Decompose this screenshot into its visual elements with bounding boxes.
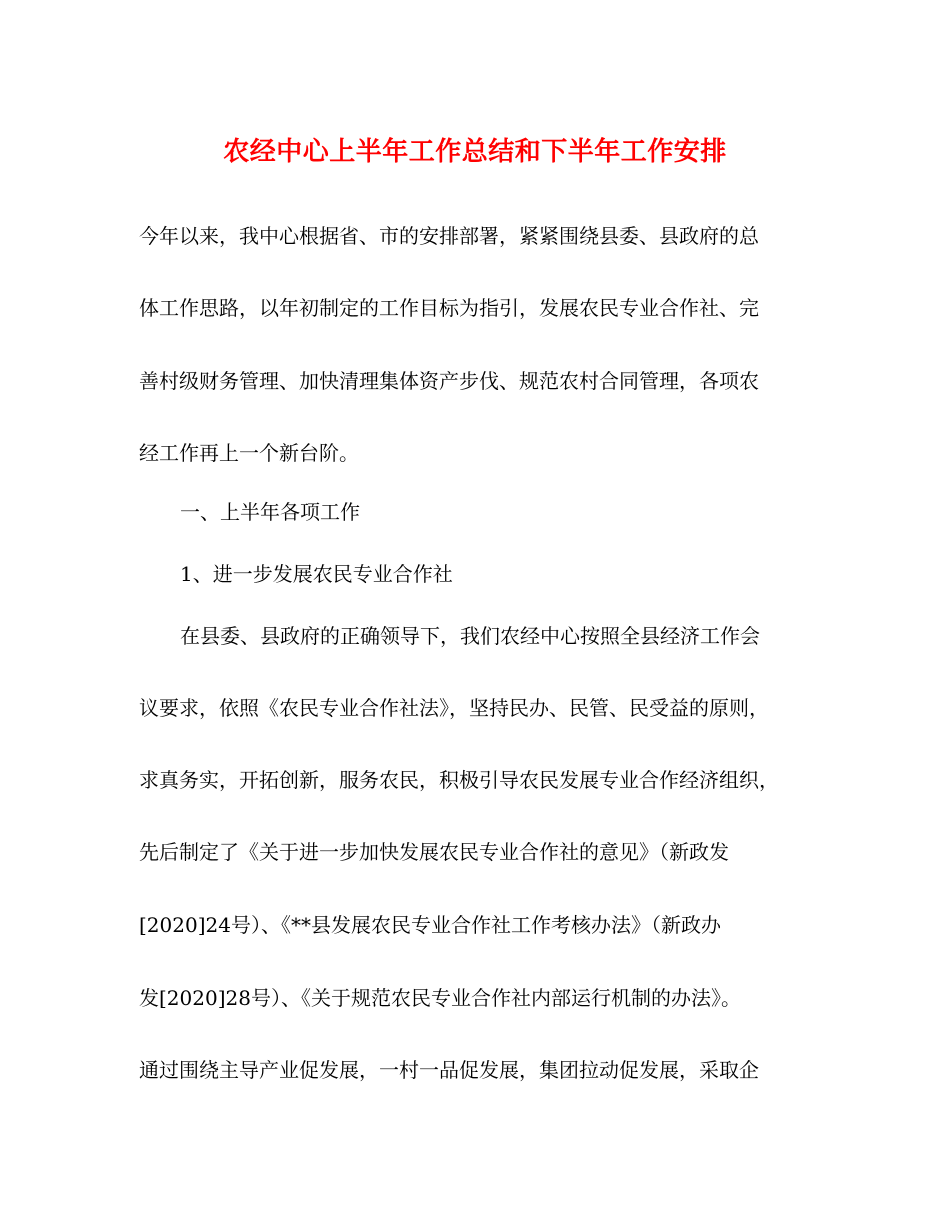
subsection-heading: 1、进一步发展农民专业合作社	[180, 562, 453, 586]
body-line: 议要求，依照《农民专业合作社法》，坚持民办、民管、民受益的原则，	[139, 696, 769, 720]
body-line: 在县委、县政府的正确领导下，我们农经中心按照全县经济工作会	[180, 624, 760, 648]
body-line: 通过围绕主导产业促发展，一村一品促发展，集团拉动促发展，采取企	[139, 1058, 759, 1082]
body-line: [2020]24号）、《**县发展农民专业合作社工作考核办法》（新政办	[139, 913, 721, 937]
body-line: 先后制定了《关于进一步加快发展农民专业合作社的意见》（新政发	[139, 840, 729, 864]
body-line: 今年以来，我中心根据省、市的安排部署，紧紧围绕县委、县政府的总	[139, 224, 759, 248]
body-line: 善村级财务管理、加快清理集体资产步伐、规范农村合同管理，各项农	[139, 369, 759, 393]
document-title: 农经中心上半年工作总结和下半年工作安排	[223, 137, 727, 167]
body-line: 求真务实，开拓创新，服务农民，积极引导农民发展专业合作经济组织，	[139, 768, 779, 792]
body-line: 经工作再上一个新台阶。	[139, 441, 359, 465]
section-heading: 一、上半年各项工作	[180, 500, 360, 524]
body-line: 发[2020]28号）、《关于规范农民专业合作社内部运行机制的办法》。	[139, 986, 741, 1010]
body-line: 体工作思路，以年初制定的工作目标为指引，发展农民专业合作社、完	[139, 296, 759, 320]
